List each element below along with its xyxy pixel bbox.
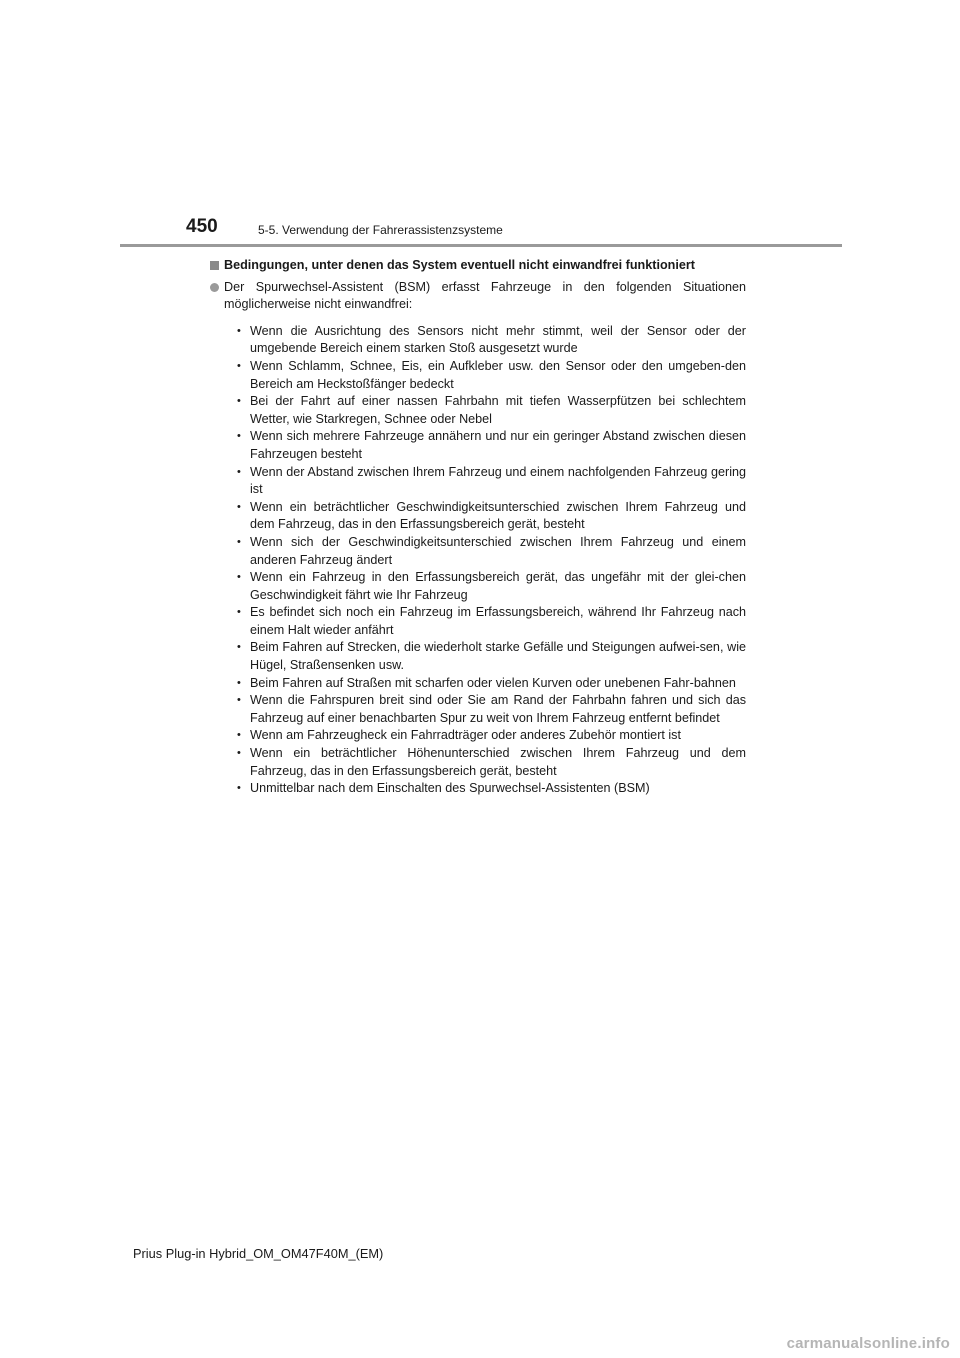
list-item: • Wenn sich der Geschwindigkeitsunterschied zwischen Ihrem Fahrzeug und einem anderen Fahrzeug ändert [237,534,746,569]
list-item: • Wenn ein beträchtlicher Geschwindigkeitsunterschied zwischen Ihrem Fahrzeug und dem Fahrzeug, das in den Erfassungsbereich gerät, besteht [237,499,746,534]
list-item: • Unmittelbar nach dem Einschalten des Spurwechsel-Assistenten (BSM) [237,780,746,798]
page-number: 450 [186,216,218,237]
list-item: • Beim Fahren auf Strecken, die wiederholt starke Gefälle und Steigungen aufwei-sen, wie Hügel, Straßensenken usw. [237,639,746,674]
list-item: • Es befindet sich noch ein Fahrzeug im Erfassungsbereich, während Ihr Fahrzeug nach einem Halt wieder anfährt [237,604,746,639]
list-item: • Wenn ein beträchtlicher Höhenunterschied zwischen Ihrem Fahrzeug und dem Fahrzeug, das in den Erfassungsbereich gerät, besteht [237,745,746,780]
list-item: • Wenn ein Fahrzeug in den Erfassungsbereich gerät, das ungefähr mit der glei-chen Geschwindigkeit fährt wie Ihr Fahrzeug [237,569,746,604]
list-item: • Beim Fahren auf Straßen mit scharfen oder vielen Kurven oder unebenen Fahr-bahnen [237,675,746,693]
intro-text: Der Spurwechsel-Assistent (BSM) erfasst Fahrzeuge in den folgenden Situationen möglicherweise nicht einwandfrei: [224,279,746,312]
list-item: • Wenn die Fahrspuren breit sind oder Sie am Rand der Fahrbahn fahren und sich das Fahrzeug auf einer benachbarten Spur zu weit von Ihrem Fahrzeug entfernt befindet [237,692,746,727]
intro-paragraph [210,279,746,314]
list-item: • Bei der Fahrt auf einer nassen Fahrbahn mit tiefen Wasserpfützen bei schlechtem Wetter, wie Starkregen, Schnee oder Nebel [237,393,746,428]
conditions-list [210,323,746,798]
list-item: • Wenn der Abstand zwischen Ihrem Fahrzeug und einem nachfolgenden Fahrzeug gering ist [237,464,746,499]
list-item: • Wenn am Fahrzeugheck ein Fahrradträger oder anderes Zubehör montiert ist [237,727,746,745]
square-bullet-icon [210,261,219,270]
list-item: • Wenn Schlamm, Schnee, Eis, ein Aufkleber usw. den Sensor oder den umgeben-den Bereich am Heckstoßfänger bedeckt [237,358,746,393]
section-heading [210,257,746,275]
header-divider [120,244,842,247]
chapter-title: 5-5. Verwendung der Fahrerassistenzsysteme [258,223,503,237]
watermark-link[interactable]: carmanualsonline.info [786,1335,950,1352]
document-footer: Prius Plug-in Hybrid_OM_OM47F40M_(EM) [133,1246,384,1261]
list-item: • Wenn sich mehrere Fahrzeuge annähern und nur ein geringer Abstand zwischen diesen Fahrzeugen besteht [237,428,746,463]
list-item: • Wenn die Ausrichtung des Sensors nicht mehr stimmt, weil der Sensor oder der umgebende Bereich einem starken Stoß ausgesetzt wurde [237,323,746,358]
circle-bullet-icon [210,283,219,292]
section-heading-text: Bedingungen, unter denen das System eventuell nicht einwandfrei funktioniert [224,258,695,272]
content-area [210,257,746,798]
